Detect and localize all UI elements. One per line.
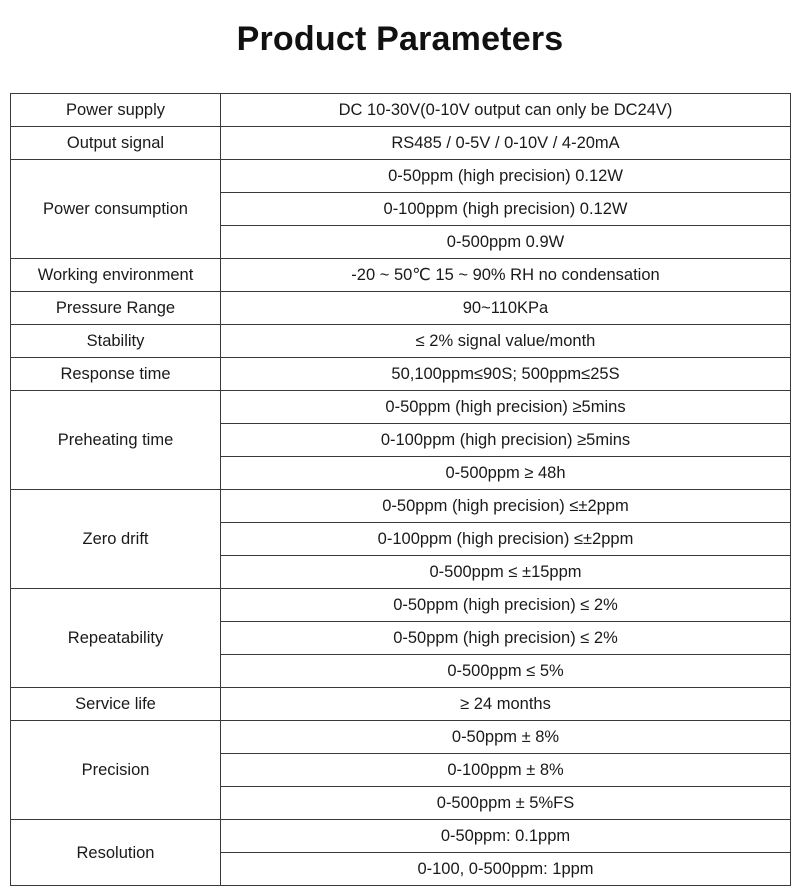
parameter-label: Precision (11, 721, 221, 820)
table-row (11, 94, 791, 127)
table-row (11, 721, 791, 754)
table-row (11, 259, 791, 292)
parameter-label: Output signal (11, 127, 221, 160)
table-row (11, 358, 791, 391)
parameter-value: ≥ 24 months (221, 688, 791, 721)
parameter-value: 0-50ppm (high precision) ≤ 2% (221, 589, 791, 622)
parameter-label: Pressure Range (11, 292, 221, 325)
parameter-value: DC 10-30V(0-10V output can only be DC24V) (221, 94, 791, 127)
parameter-label: Power consumption (11, 160, 221, 259)
parameter-value: 0-500ppm ≤ ±15ppm (221, 556, 791, 589)
table-row (11, 490, 791, 523)
parameter-label: Power supply (11, 94, 221, 127)
parameter-label: Working environment (11, 259, 221, 292)
page-title: Product Parameters (236, 20, 564, 58)
parameter-value: 0-500ppm ≥ 48h (221, 457, 791, 490)
table-row (11, 325, 791, 358)
parameter-value: -20 ~ 50℃ 15 ~ 90% RH no condensation (221, 259, 791, 292)
table-row (11, 391, 791, 424)
table-row (11, 820, 791, 853)
parameter-label: Response time (11, 358, 221, 391)
parameter-value: 0-50ppm ± 8% (221, 721, 791, 754)
parameter-value: 0-100, 0-500ppm: 1ppm (221, 853, 791, 886)
parameter-value: 0-100ppm (high precision) ≥5mins (221, 424, 791, 457)
table-row (11, 160, 791, 193)
parameter-value: 0-50ppm (high precision) ≤ 2% (221, 622, 791, 655)
parameter-value: 0-100ppm (high precision) ≤±2ppm (221, 523, 791, 556)
table-row (11, 589, 791, 622)
parameter-label: Repeatability (11, 589, 221, 688)
parameter-value: 0-50ppm (high precision) ≥5mins (221, 391, 791, 424)
parameter-value: 90~110KPa (221, 292, 791, 325)
parameters-table-body (11, 94, 791, 886)
parameter-value: ≤ 2% signal value/month (221, 325, 791, 358)
parameter-value: RS485 / 0-5V / 0-10V / 4-20mA (221, 127, 791, 160)
parameter-label: Resolution (11, 820, 221, 886)
parameter-value: 0-50ppm (high precision) ≤±2ppm (221, 490, 791, 523)
parameter-label: Zero drift (11, 490, 221, 589)
parameter-label: Stability (11, 325, 221, 358)
table-row (11, 127, 791, 160)
parameter-value: 0-50ppm (high precision) 0.12W (221, 160, 791, 193)
parameter-value: 0-500ppm 0.9W (221, 226, 791, 259)
parameter-value: 50,100ppm≤90S; 500ppm≤25S (221, 358, 791, 391)
parameter-value: 0-500ppm ± 5%FS (221, 787, 791, 820)
parameter-label: Preheating time (11, 391, 221, 490)
parameters-table (10, 93, 791, 886)
table-row (11, 292, 791, 325)
table-row (11, 688, 791, 721)
parameter-value: 0-100ppm (high precision) 0.12W (221, 193, 791, 226)
parameter-value: 0-100ppm ± 8% (221, 754, 791, 787)
parameter-value: 0-50ppm: 0.1ppm (221, 820, 791, 853)
parameter-value: 0-500ppm ≤ 5% (221, 655, 791, 688)
parameter-label: Service life (11, 688, 221, 721)
